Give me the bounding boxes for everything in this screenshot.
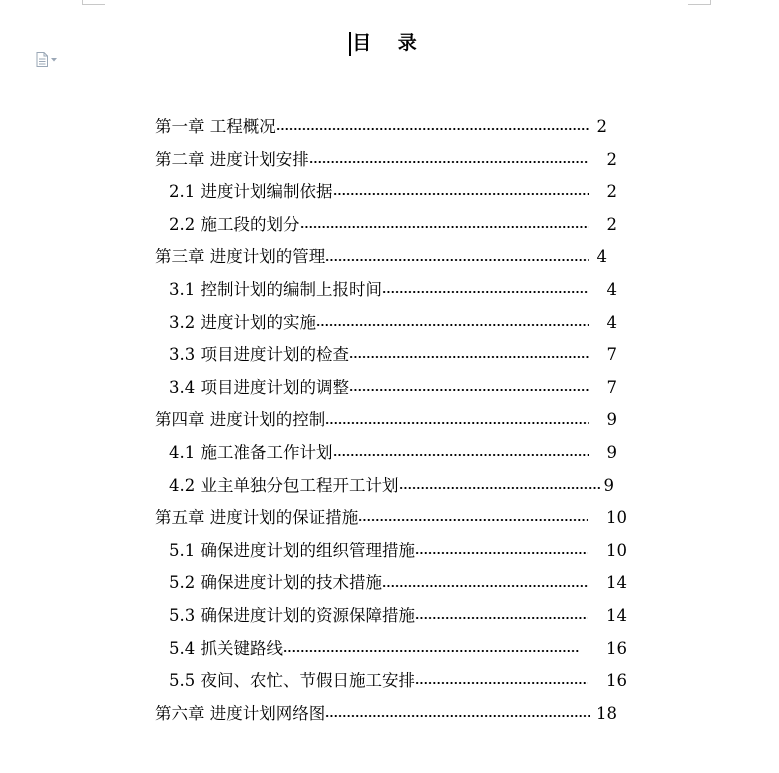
toc-entry-title: 5.2 确保进度计划的技术措施: [169, 573, 382, 593]
dot-leader: [309, 161, 589, 163]
toc-entry-section[interactable]: [0, 437, 779, 470]
toc-entry-section[interactable]: [0, 567, 779, 600]
toc-entry-title: 4.1 施工准备工作计划: [169, 442, 333, 462]
toc-entry-section[interactable]: [0, 665, 779, 698]
toc-page-number: 4: [606, 279, 617, 299]
toc-entry-title: 3.3 项目进度计划的检查: [169, 345, 349, 365]
toc-entry-section[interactable]: [0, 633, 779, 666]
toc-entry-chapter[interactable]: [0, 404, 779, 437]
table-of-contents: [0, 111, 779, 730]
toc-entry-title: 2.1 进度计划编制依据: [169, 182, 333, 202]
toc-page-number: 2: [596, 117, 607, 136]
toc-page-number: 4: [606, 312, 617, 332]
toc-entry-section[interactable]: [0, 274, 779, 307]
toc-page-number: 7: [606, 345, 617, 365]
dot-leader: [399, 487, 600, 489]
dot-leader: [316, 324, 589, 326]
toc-entry-section[interactable]: [0, 470, 779, 503]
text-cursor: [349, 32, 351, 56]
toc-entry-title: 5.3 确保进度计划的资源保障措施: [169, 605, 415, 625]
document-title[interactable]: [352, 30, 427, 56]
toc-page-number: 10: [606, 540, 627, 560]
dot-leader: [283, 650, 580, 652]
dot-leader: [276, 128, 589, 130]
toc-entry-section[interactable]: [0, 600, 779, 633]
toc-page-number: 16: [606, 671, 627, 691]
dot-leader: [349, 356, 589, 358]
toc-entry-title: 第一章 工程概况: [155, 117, 276, 136]
toc-entry-title: 2.2 施工段的划分: [169, 214, 300, 234]
toc-entry-chapter[interactable]: [0, 241, 779, 274]
toc-entry-section[interactable]: [0, 339, 779, 372]
document-title-text: 目 录: [352, 32, 427, 54]
toc-entry-title: 第三章 进度计划的管理: [155, 247, 326, 267]
toc-page-number: 4: [596, 247, 607, 267]
toc-entry-title: 第二章 进度计划安排: [155, 149, 309, 169]
dot-leader: [415, 682, 588, 684]
toc-entry-title: 第四章 进度计划的控制: [155, 410, 326, 430]
toc-page-number: 2: [606, 149, 617, 169]
toc-entry-chapter[interactable]: [0, 502, 779, 535]
dot-leader: [382, 585, 588, 587]
toc-entry-title: 4.2 业主单独分包工程开工计划: [169, 475, 399, 495]
toc-page-number: 9: [603, 475, 614, 495]
toc-entry-title: 5.1 确保进度计划的组织管理措施: [169, 540, 415, 560]
toc-entry-title: 5.5 夜间、农忙、节假日施工安排: [169, 671, 415, 691]
toc-entry-chapter[interactable]: [0, 144, 779, 177]
dot-leader: [333, 193, 589, 195]
toc-entry-title: 3.1 控制计划的编制上报时间: [169, 279, 382, 299]
toc-entry-title: 3.4 项目进度计划的调整: [169, 377, 349, 397]
dot-leader: [325, 259, 588, 261]
toc-entry-title: 第五章 进度计划的保证措施: [155, 508, 359, 528]
dot-leader: [333, 454, 589, 456]
toc-page-number: 9: [606, 442, 617, 462]
dot-leader: [300, 226, 589, 228]
toc-page-number: 10: [606, 508, 627, 528]
toc-page-number: 14: [606, 605, 627, 625]
toc-page-number: 2: [606, 182, 617, 202]
toc-page-number: 18: [596, 703, 617, 723]
toc-entry-title: 第六章 进度计划网络图: [155, 703, 326, 723]
toc-entry-chapter[interactable]: [0, 111, 779, 144]
dot-leader: [382, 291, 589, 293]
toc-entry-section[interactable]: [0, 535, 779, 568]
toc-entry-section[interactable]: [0, 307, 779, 340]
toc-entry-chapter[interactable]: [0, 698, 779, 731]
toc-entry-title: 5.4 抓关键路线: [169, 638, 283, 658]
toc-page-number: 14: [606, 573, 627, 593]
toc-page-number: 2: [606, 214, 617, 234]
chevron-down-icon: [51, 58, 57, 62]
toc-entry-section[interactable]: [0, 176, 779, 209]
toc-page-number: 7: [606, 377, 617, 397]
toc-page-number: 16: [606, 638, 627, 658]
toc-entry-section[interactable]: [0, 209, 779, 242]
dot-leader: [349, 389, 589, 391]
dot-leader: [325, 422, 588, 424]
page-corner-mark-left: [82, 0, 105, 5]
toc-entry-section[interactable]: [0, 372, 779, 405]
dot-leader: [325, 715, 590, 717]
dot-leader: [415, 552, 588, 554]
toc-entry-title: 3.2 进度计划的实施: [169, 312, 316, 332]
dot-leader: [415, 617, 588, 619]
toc-page-number: 9: [606, 410, 617, 430]
dot-leader: [358, 519, 588, 521]
page-corner-mark-right: [688, 0, 711, 5]
